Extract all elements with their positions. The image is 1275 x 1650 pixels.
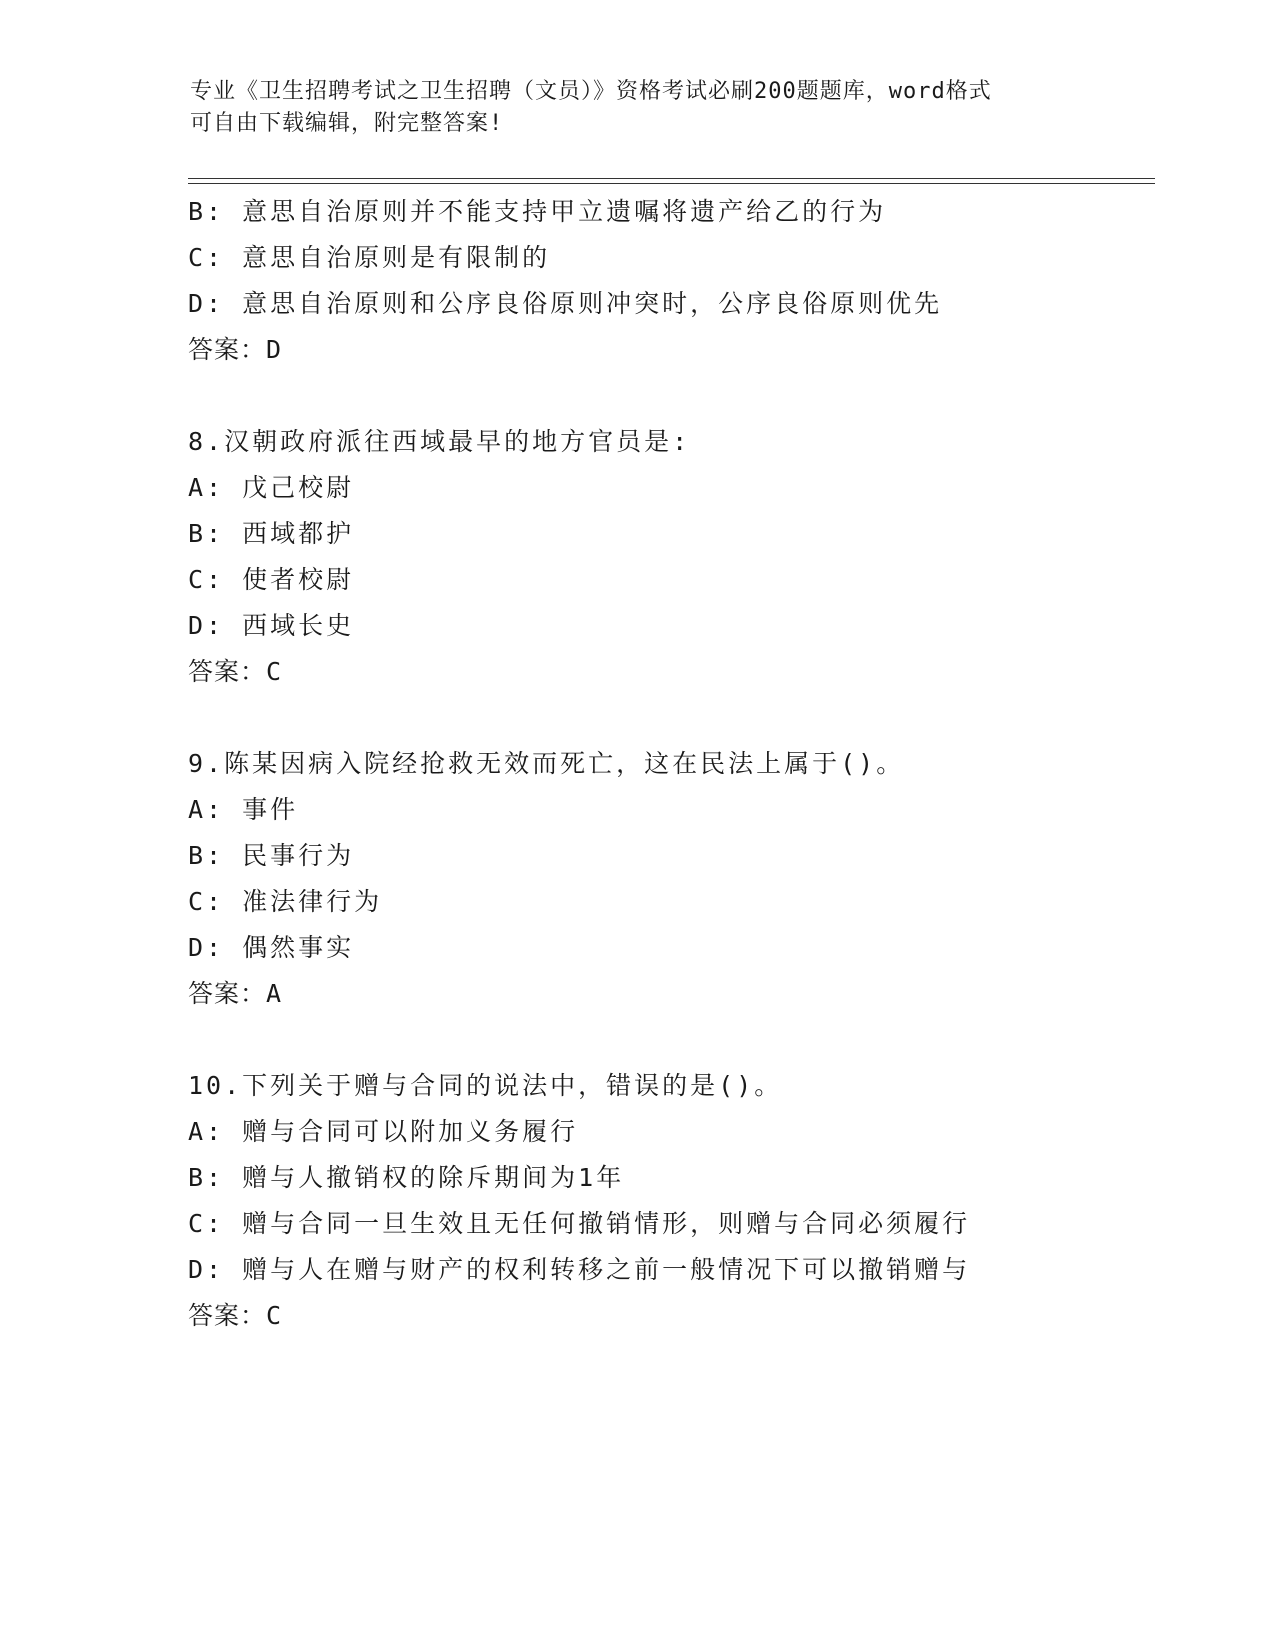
question-block-8 <box>188 419 1188 695</box>
option-b: B: 赠与人撤销权的除斥期间为1年 <box>188 1163 625 1192</box>
option-c: C: 准法律行为 <box>188 887 383 916</box>
answer-label: 答案：D <box>188 335 283 364</box>
header-divider-top <box>188 178 1155 179</box>
header-line-2: 可自由下载编辑，附完整答案! <box>190 111 504 136</box>
option-c: C: 意思自治原则是有限制的 <box>188 243 551 272</box>
spacer <box>188 373 1188 419</box>
question-text: 9.陈某因病入院经抢救无效而死亡，这在民法上属于()。 <box>188 749 905 778</box>
question-block-7-partial <box>188 189 1188 373</box>
document-body <box>188 189 1188 1339</box>
option-a: A: 戊己校尉 <box>188 473 355 502</box>
option-b: B: 西域都护 <box>188 519 355 548</box>
option-d: D: 赠与人在赠与财产的权利转移之前一般情况下可以撤销赠与 <box>188 1255 971 1284</box>
option-b: B: 民事行为 <box>188 841 355 870</box>
option-d: D: 偶然事实 <box>188 933 355 962</box>
answer-label: 答案：C <box>188 1301 283 1330</box>
header-line-1: 专业《卫生招聘考试之卫生招聘（文员）》资格考试必刷200题题库，word格式 <box>190 79 992 104</box>
spacer <box>188 1017 1188 1063</box>
option-a: A: 事件 <box>188 795 299 824</box>
question-block-10 <box>188 1063 1188 1339</box>
option-a: A: 赠与合同可以附加义务履行 <box>188 1117 579 1146</box>
header-divider-bottom <box>188 183 1155 184</box>
option-b: B: 意思自治原则并不能支持甲立遗嘱将遗产给乙的行为 <box>188 197 887 226</box>
option-d: D: 西域长史 <box>188 611 355 640</box>
answer-label: 答案：A <box>188 979 283 1008</box>
option-c: C: 使者校尉 <box>188 565 355 594</box>
question-block-9 <box>188 741 1188 1017</box>
answer-label: 答案：C <box>188 657 283 686</box>
document-header <box>190 76 1090 140</box>
spacer <box>188 695 1188 741</box>
option-c: C: 赠与合同一旦生效且无任何撤销情形，则赠与合同必须履行 <box>188 1209 971 1238</box>
question-text: 8.汉朝政府派往西域最早的地方官员是: <box>188 427 691 456</box>
question-text: 10.下列关于赠与合同的说法中，错误的是()。 <box>188 1071 783 1100</box>
option-d: D: 意思自治原则和公序良俗原则冲突时，公序良俗原则优先 <box>188 289 943 318</box>
